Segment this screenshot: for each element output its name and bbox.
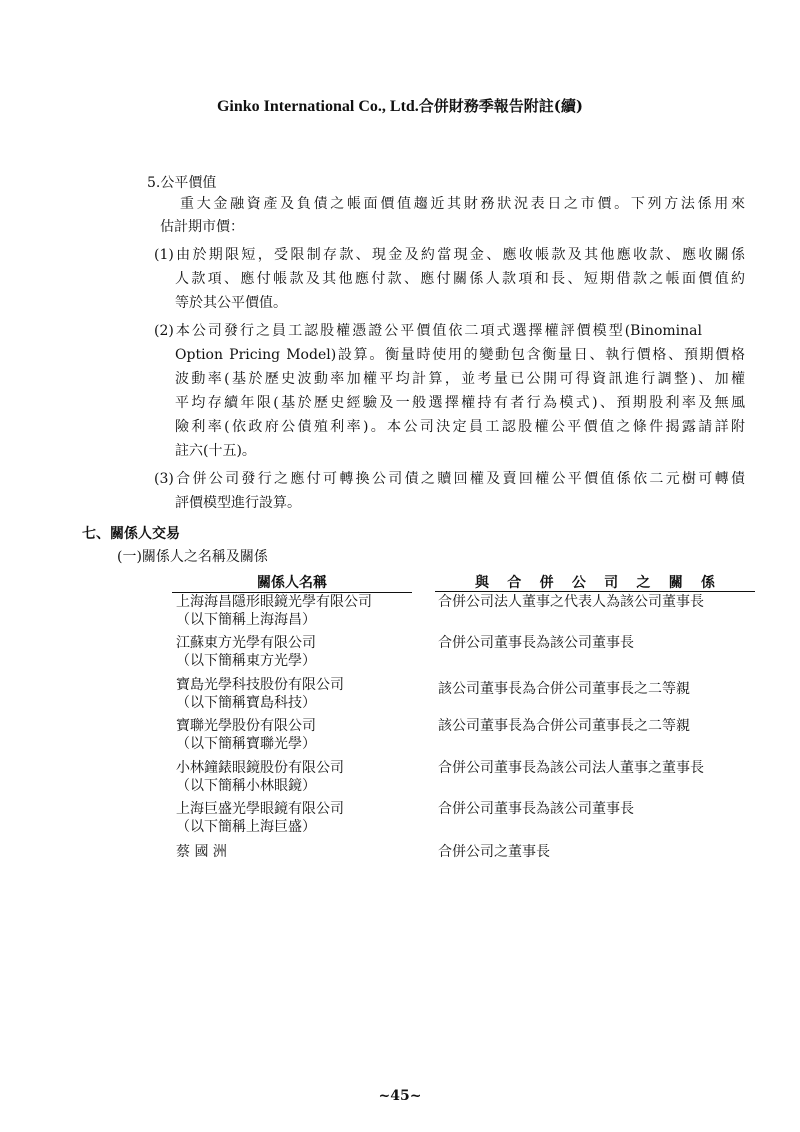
- fair-value-intro-line-1: 重大金融資產及負債之帳面價值趨近其財務狀況表日之市價。下列方法係用來: [180, 196, 745, 212]
- item1-line-3: 等於其公平價值。: [175, 295, 287, 311]
- column-header-relation-char: 之: [636, 575, 651, 591]
- item2-line-1: (2)本公司發行之員工認股權憑證公平價值依二項式選擇權評價模型(Binominal: [154, 323, 702, 339]
- item3-line-1: (3)合併公司發行之應付可轉換公司債之贖回權及賣回權公平價值係依二元樹可轉債: [154, 471, 745, 487]
- party-name: 寶島光學科技股份有限公司: [176, 677, 344, 693]
- item2-line-6: 註六(十五)。: [175, 443, 256, 459]
- column-header-relation-char: 併: [539, 575, 554, 591]
- party-relation: 該公司董事長為合併公司董事長之二等親: [438, 718, 690, 734]
- party-alias: （以下簡稱東方光學）: [176, 653, 316, 669]
- header-title: 合併財務季報告附註(續): [418, 97, 583, 115]
- party-relation: 合併公司董事長為該公司法人董事之董事長: [438, 760, 704, 776]
- page-number: ~45~: [378, 1088, 422, 1104]
- party-relation: 合併公司之董事長: [438, 844, 550, 860]
- party-alias: （以下簡稱小林眼鏡）: [176, 778, 316, 794]
- item3-line-2: 評價模型進行設算。: [175, 495, 301, 511]
- party-relation: 該公司董事長為合併公司董事長之二等親: [438, 681, 690, 697]
- party-relation: 合併公司法人董事之代表人為該公司董事長: [438, 594, 704, 610]
- item2-line-5: 險利率(依政府公債殖利率)。本公司決定員工認股權公平價值之條件揭露請詳附: [175, 419, 745, 435]
- party-alias: （以下簡稱寶聯光學）: [176, 736, 316, 752]
- section7-heading: 七、關係人交易: [82, 526, 180, 542]
- party-relation: 合併公司董事長為該公司董事長: [438, 801, 634, 817]
- party-name: 寶聯光學股份有限公司: [176, 718, 316, 734]
- party-relation: 合併公司董事長為該公司董事長: [438, 635, 634, 651]
- column-header-relation-char: 公: [571, 575, 586, 591]
- item1-line-1: (1)由於期限短，受限制存款、現金及約當現金、應收帳款及其他應收款、應收關係: [154, 247, 745, 263]
- item1-line-2: 人款項、應付帳款及其他應付款、應付關係人款項和長、短期借款之帳面價值約: [175, 271, 745, 287]
- party-name: 江蘇東方光學有限公司: [176, 635, 316, 651]
- party-name: 上海巨盛光學眼鏡有限公司: [176, 801, 344, 817]
- company-name: Ginko International Co., Ltd.: [216, 98, 419, 115]
- column-header-name: 關係人名稱: [172, 575, 412, 593]
- party-name: 小林鐘錶眼鏡股份有限公司: [176, 760, 344, 776]
- column-header-relation: [435, 575, 755, 592]
- column-header-relation-char: 司: [604, 575, 619, 591]
- column-header-relation-char: 關: [668, 575, 683, 591]
- page-header: [0, 95, 800, 116]
- fair-value-heading: 5.公平價值: [147, 175, 217, 191]
- party-alias: （以下簡稱上海海昌）: [176, 612, 316, 628]
- item2-line-4: 平均存續年限(基於歷史經驗及一般選擇權持有者行為模式)、預期股利率及無風: [175, 395, 745, 411]
- party-name: 蔡 國 洲: [176, 844, 227, 860]
- section7-subheading: (一)關係人之名稱及關係: [117, 549, 268, 565]
- column-header-relation-char: 合: [507, 575, 522, 591]
- party-alias: （以下簡稱上海巨盛）: [176, 819, 316, 835]
- column-header-relation-char: 係: [700, 575, 715, 591]
- item2-line-2: Option Pricing Model)設算。衡量時使用的變動包含衡量日、執行價格、預期價格: [175, 347, 745, 363]
- party-name: 上海海昌隱形眼鏡光學有限公司: [176, 594, 372, 610]
- column-header-relation-char: 與: [475, 575, 489, 591]
- item2-line-3: 波動率(基於歷史波動率加權平均計算，並考量已公開可得資訊進行調整)、加權: [175, 371, 745, 387]
- fair-value-intro-line-2: 估計期市價：: [160, 219, 244, 235]
- party-alias: （以下簡稱寶島科技）: [176, 695, 316, 711]
